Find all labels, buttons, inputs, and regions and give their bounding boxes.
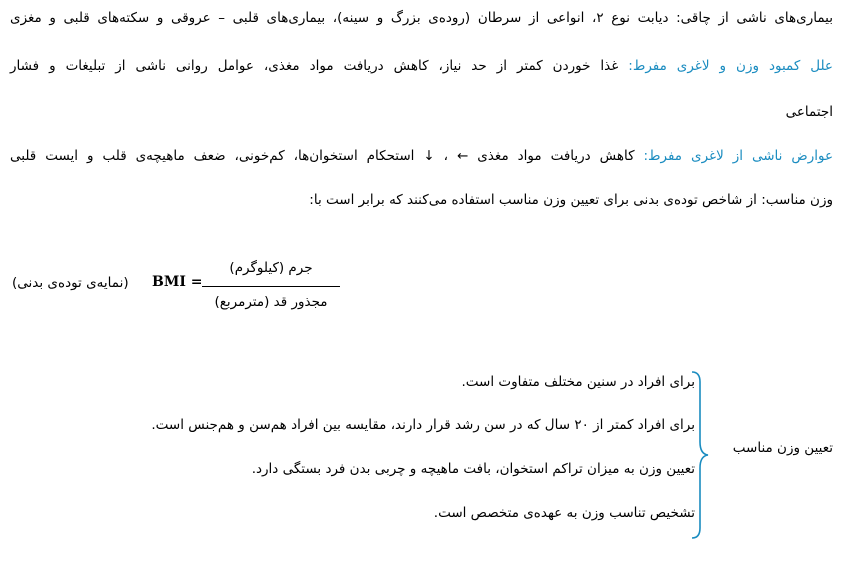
bmi-symbol: BMI = xyxy=(152,274,203,290)
healthy-weight-line: وزن مناسب: از شاخص توده‌ی بدنی برای تعیین وزن مناسب استفاده می‌کنند که برابر است با: xyxy=(309,192,833,208)
bmi-label: (نمایه‌ی توده‌ی بدنی) xyxy=(12,275,129,291)
curly-brace-icon xyxy=(684,370,710,540)
determination-item: برای افراد در سنین مختلف متفاوت است. xyxy=(461,374,695,390)
bmi-numerator: جرم (کیلوگرم) xyxy=(229,260,313,276)
underweight-causes-continuation: اجتماعی xyxy=(785,104,833,120)
determination-item: تعیین وزن به میزان تراکم استخوان، بافت ماهیچه و چربی بدن فرد بستگی دارد. xyxy=(251,461,695,477)
complications-text: کاهش دریافت مواد مغذی ← ، ↓ استحکام استخوان‌ها، کم‌خونی، ضعف ماهیچه‌ی قلب و ایست قلبی xyxy=(10,148,644,164)
fraction-bar xyxy=(202,286,340,287)
complications-title: عوارض ناشی از لاغری مفرط: xyxy=(643,148,834,164)
obesity-diseases-line: بیماری‌های ناشی از چاقی: دیابت نوع ۲، انواعی از سرطان (روده‌ی بزرگ و سینه)، بیماری‌های قلبی – عروقی و سکته‌های قلبی و مغزی xyxy=(10,10,833,26)
bmi-denominator: مجذور قد (مترمربع) xyxy=(214,294,328,310)
bmi-formula xyxy=(12,256,352,316)
underweight-causes-text: غذا خوردن کمتر از حد نیاز، کاهش دریافت مواد مغذی، عوامل روانی ناشی از تبلیغات و فشار xyxy=(10,58,629,74)
determination-label: تعیین وزن مناسب xyxy=(732,440,833,456)
underweight-causes-line xyxy=(10,58,833,74)
determination-item: برای افراد کمتر از ۲۰ سال که در سن رشد قرار دارند، مقایسه بین افراد هم‌سن و هم‌جنس است. xyxy=(151,417,695,433)
underweight-causes-title: علل کمبود وزن و لاغری مفرط: xyxy=(628,58,833,74)
determination-item: تشخیص تناسب وزن به عهده‌ی متخصص است. xyxy=(433,505,695,521)
complications-line xyxy=(10,148,833,164)
